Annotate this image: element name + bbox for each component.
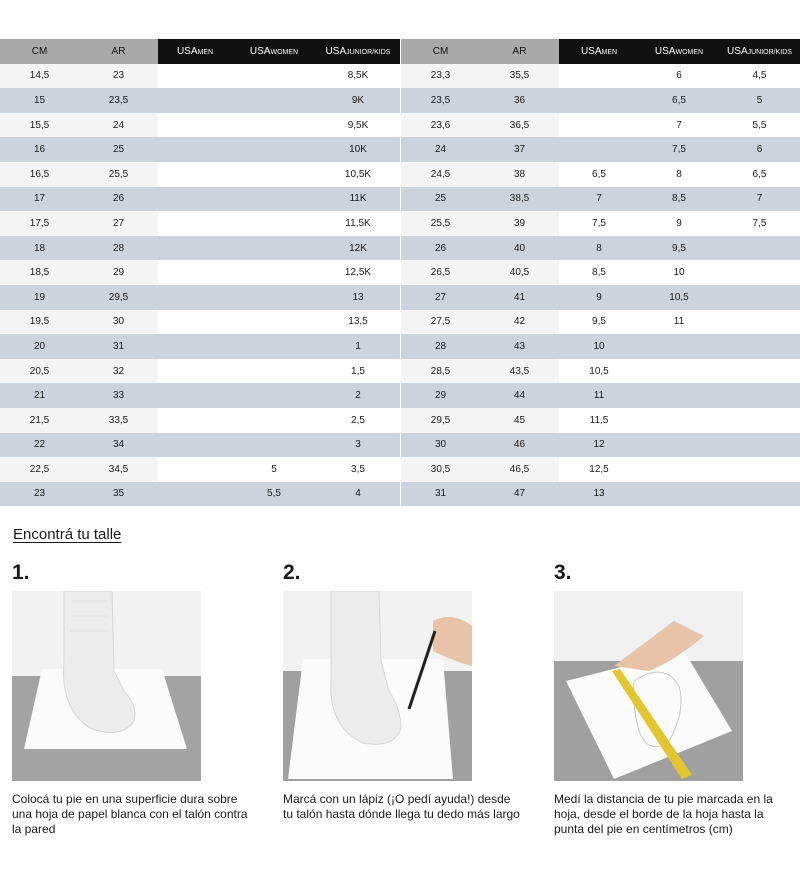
cell-usa-men: 9,5 [559,310,639,335]
cell-usa-men [559,137,639,162]
cell-usa-men [559,113,639,138]
table-row [401,408,800,433]
size-table-right [401,39,800,506]
cell-cm: 23,3 [401,64,480,89]
cell-usa-men [158,162,232,187]
cell-usa-women [232,433,316,458]
header-cm: CM [0,39,79,64]
cell-ar: 47 [480,482,559,507]
cell-usa-men [158,285,232,310]
cell-cm: 15,5 [0,113,79,138]
table-row [401,236,800,261]
cell-cm: 30 [401,433,480,458]
cell-ar: 35 [79,482,158,507]
cell-usa-men [158,408,232,433]
header-ar: AR [79,39,158,64]
cell-usa-women: 11 [639,310,719,335]
table-row [0,137,400,162]
step-3-image [554,591,743,781]
cell-usa-kids: 9K [316,88,400,113]
cell-usa-men [158,334,232,359]
cell-usa-kids: 11,5K [316,211,400,236]
cell-cm: 21,5 [0,408,79,433]
cell-usa-women [639,334,719,359]
table-row [0,187,400,212]
cell-usa-women: 7,5 [639,137,719,162]
cell-ar: 36 [480,88,559,113]
cell-usa-men [158,457,232,482]
cell-ar: 27 [79,211,158,236]
table-row [0,310,400,335]
cell-usa-women: 7 [639,113,719,138]
cell-usa-kids: 2 [316,383,400,408]
cell-usa-women [639,482,719,507]
table-header-row [0,39,400,64]
cell-usa-kids: 6,5 [719,162,800,187]
cell-cm: 26 [401,236,480,261]
step-1-number: 1. [12,561,30,584]
cell-cm: 23,5 [401,88,480,113]
cell-usa-kids: 6 [719,137,800,162]
cell-usa-women [232,162,316,187]
cell-ar: 33,5 [79,408,158,433]
header-usa-kids: USAJUNIOR/KIDS [719,39,800,64]
cell-usa-kids: 7,5 [719,211,800,236]
cell-usa-kids: 11K [316,187,400,212]
cell-usa-kids [719,482,800,507]
header-ar: AR [480,39,559,64]
cell-ar: 44 [480,383,559,408]
cell-cm: 17 [0,187,79,212]
table-row [0,482,400,507]
cell-usa-kids [719,408,800,433]
cell-cm: 22,5 [0,457,79,482]
cell-usa-men [158,260,232,285]
cell-usa-men: 9 [559,285,639,310]
cell-usa-men [158,310,232,335]
cell-usa-kids: 3,5 [316,457,400,482]
cell-usa-women [232,236,316,261]
cell-usa-men: 10,5 [559,359,639,384]
cell-usa-men [158,187,232,212]
cell-usa-women: 8,5 [639,187,719,212]
cell-usa-men [158,433,232,458]
cell-usa-kids [719,457,800,482]
cell-usa-kids: 9,5K [316,113,400,138]
cell-usa-men: 10 [559,334,639,359]
cell-ar: 24 [79,113,158,138]
cell-ar: 37 [480,137,559,162]
table-header-row [401,39,800,64]
cell-ar: 29,5 [79,285,158,310]
cell-cm: 17,5 [0,211,79,236]
cell-usa-kids: 10K [316,137,400,162]
cell-cm: 30,5 [401,457,480,482]
cell-usa-women: 10 [639,260,719,285]
cell-ar: 23,5 [79,88,158,113]
cell-cm: 27,5 [401,310,480,335]
cell-usa-men: 8,5 [559,260,639,285]
cell-usa-women: 5 [232,457,316,482]
step-2-text: Marcá con un lápiz (¡O pedí ayuda!) desde tu talón hasta dónde llega tu dedo más largo [283,792,520,821]
cell-cm: 29 [401,383,480,408]
step-2-image [283,591,472,781]
table-row [0,162,400,187]
cell-usa-men [158,359,232,384]
header-usa-women: USAWOMEN [232,39,316,64]
cell-ar: 25 [79,137,158,162]
cell-cm: 19,5 [0,310,79,335]
cell-usa-men [158,383,232,408]
cell-usa-men: 12,5 [559,457,639,482]
cell-usa-women [232,187,316,212]
cell-usa-women [232,260,316,285]
cell-ar: 30 [79,310,158,335]
cell-usa-kids [719,359,800,384]
table-row [0,64,400,89]
cell-usa-men [158,211,232,236]
cell-ar: 34,5 [79,457,158,482]
cell-usa-women [639,359,719,384]
cell-ar: 43,5 [480,359,559,384]
table-row [0,457,400,482]
table-row [401,383,800,408]
cell-usa-kids: 5 [719,88,800,113]
cell-ar: 43 [480,334,559,359]
cell-usa-kids: 12K [316,236,400,261]
cell-cm: 25 [401,187,480,212]
cell-usa-kids: 10,5K [316,162,400,187]
cell-usa-kids [719,285,800,310]
cell-usa-women: 8 [639,162,719,187]
table-row [401,137,800,162]
cell-usa-kids: 7 [719,187,800,212]
cell-ar: 38,5 [480,187,559,212]
step-3-text: Medí la distancia de tu pie marcada en la hoja, desde el borde de la hoja hasta la punta del pie en centímetros (cm) [554,792,773,836]
table-row [401,260,800,285]
header-usa-men: USAMEN [158,39,232,64]
cell-usa-women [232,383,316,408]
table-row [0,88,400,113]
step-1-image [12,591,201,781]
cell-usa-women [232,359,316,384]
table-row [401,310,800,335]
cell-cm: 22 [0,433,79,458]
cell-usa-kids: 5,5 [719,113,800,138]
step-1-text: Colocá tu pie en una superficie dura sobre una hoja de papel blanca con el talón contra la pared [12,792,248,836]
table-row [401,162,800,187]
cell-usa-women: 9,5 [639,236,719,261]
cell-usa-women [639,433,719,458]
cell-usa-women [232,64,316,89]
table-row [0,236,400,261]
table-row [0,433,400,458]
cell-ar: 41 [480,285,559,310]
cell-usa-men [559,64,639,89]
cell-cm: 24,5 [401,162,480,187]
cell-cm: 18 [0,236,79,261]
cell-ar: 40,5 [480,260,559,285]
cell-usa-kids: 13,5 [316,310,400,335]
cell-usa-kids: 13 [316,285,400,310]
cell-cm: 25,5 [401,211,480,236]
cell-ar: 46 [480,433,559,458]
cell-usa-women: 9 [639,211,719,236]
step-3-number: 3. [554,561,572,584]
cell-usa-men: 11,5 [559,408,639,433]
cell-cm: 26,5 [401,260,480,285]
cell-ar: 42 [480,310,559,335]
cell-usa-women [232,408,316,433]
cell-cm: 29,5 [401,408,480,433]
cell-cm: 23 [0,482,79,507]
cell-usa-kids: 2,5 [316,408,400,433]
cell-usa-men: 6,5 [559,162,639,187]
table-row [401,334,800,359]
cell-ar: 29 [79,260,158,285]
table-row [0,408,400,433]
cell-usa-men: 7 [559,187,639,212]
cell-cm: 16,5 [0,162,79,187]
cell-usa-men [559,88,639,113]
cell-usa-men [158,113,232,138]
cell-cm: 27 [401,285,480,310]
table-row [0,211,400,236]
cell-usa-kids: 4,5 [719,64,800,89]
cell-usa-men: 8 [559,236,639,261]
cell-cm: 31 [401,482,480,507]
cell-usa-women [232,211,316,236]
cell-usa-kids [719,310,800,335]
cell-usa-men [158,482,232,507]
table-row [401,285,800,310]
cell-usa-women [232,137,316,162]
cell-usa-kids: 1 [316,334,400,359]
cell-usa-women [639,383,719,408]
cell-usa-kids [719,334,800,359]
cell-usa-women [639,457,719,482]
header-usa-kids: USAJUNIOR/KIDS [316,39,400,64]
cell-usa-women: 6 [639,64,719,89]
cell-ar: 35,5 [480,64,559,89]
table-row [0,113,400,138]
cell-usa-men [158,236,232,261]
cell-cm: 19 [0,285,79,310]
table-row [401,113,800,138]
cell-usa-kids: 1,5 [316,359,400,384]
header-usa-men: USAMEN [559,39,639,64]
cell-cm: 15 [0,88,79,113]
cell-usa-kids [719,433,800,458]
cell-usa-women [639,408,719,433]
cell-usa-women [232,310,316,335]
cell-ar: 32 [79,359,158,384]
cell-usa-women [232,285,316,310]
cell-cm: 14,5 [0,64,79,89]
cell-usa-kids [719,383,800,408]
header-cm: CM [401,39,480,64]
header-usa-women: USAWOMEN [639,39,719,64]
table-row [401,457,800,482]
cell-cm: 20 [0,334,79,359]
cell-ar: 26 [79,187,158,212]
cell-usa-women [232,334,316,359]
cell-cm: 20,5 [0,359,79,384]
table-row [401,433,800,458]
cell-usa-men: 7,5 [559,211,639,236]
cell-usa-kids: 4 [316,482,400,507]
table-row [401,359,800,384]
table-row [0,359,400,384]
cell-usa-men: 12 [559,433,639,458]
cell-ar: 25,5 [79,162,158,187]
cell-cm: 16 [0,137,79,162]
cell-usa-men [158,137,232,162]
cell-usa-women [232,113,316,138]
cell-usa-men: 13 [559,482,639,507]
table-row [401,187,800,212]
table-row [0,383,400,408]
guide-title: Encontrá tu talle [13,526,122,543]
cell-usa-men: 11 [559,383,639,408]
step-2-number: 2. [283,561,301,584]
cell-usa-women: 5,5 [232,482,316,507]
cell-cm: 23,6 [401,113,480,138]
cell-ar: 33 [79,383,158,408]
table-row [0,285,400,310]
table-row [0,260,400,285]
cell-ar: 40 [480,236,559,261]
cell-ar: 34 [79,433,158,458]
cell-usa-women: 10,5 [639,285,719,310]
cell-ar: 45 [480,408,559,433]
cell-cm: 28,5 [401,359,480,384]
cell-usa-kids: 3 [316,433,400,458]
cell-ar: 38 [480,162,559,187]
cell-usa-men [158,64,232,89]
table-row [401,88,800,113]
cell-usa-kids: 12,5K [316,260,400,285]
cell-ar: 36,5 [480,113,559,138]
cell-usa-women [232,88,316,113]
table-row [0,334,400,359]
table-row [401,64,800,89]
size-table-left [0,39,400,506]
cell-ar: 23 [79,64,158,89]
cell-cm: 21 [0,383,79,408]
cell-ar: 28 [79,236,158,261]
cell-cm: 28 [401,334,480,359]
table-row [401,211,800,236]
cell-usa-kids [719,236,800,261]
cell-ar: 39 [480,211,559,236]
cell-usa-women: 6,5 [639,88,719,113]
cell-cm: 18,5 [0,260,79,285]
cell-cm: 24 [401,137,480,162]
cell-ar: 46,5 [480,457,559,482]
cell-usa-kids [719,260,800,285]
cell-ar: 31 [79,334,158,359]
cell-usa-men [158,88,232,113]
cell-usa-kids: 8,5K [316,64,400,89]
table-row [401,482,800,507]
